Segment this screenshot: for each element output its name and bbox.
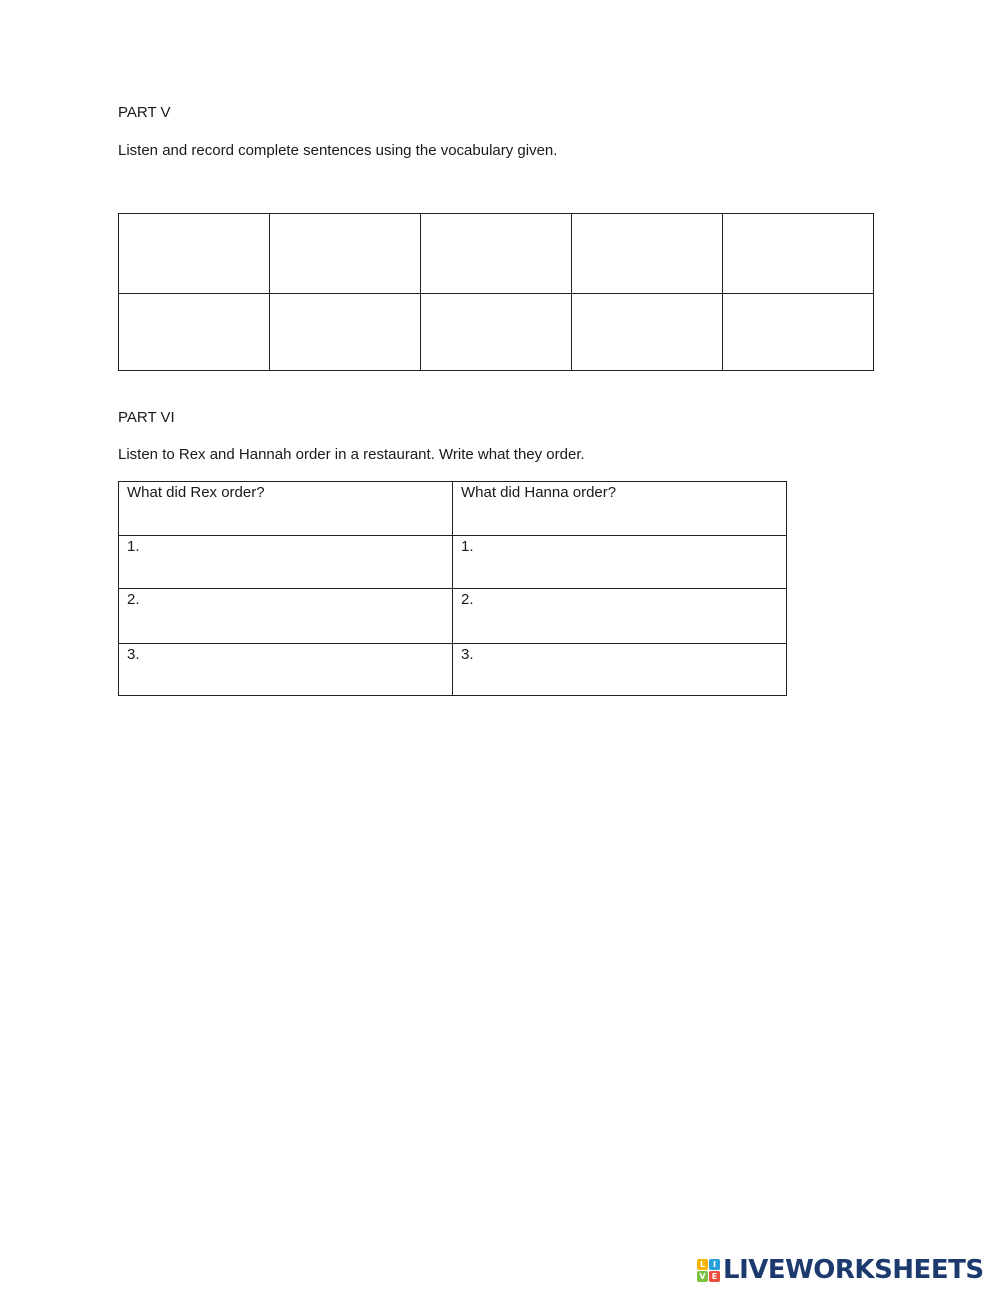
logo-letter: I xyxy=(709,1259,720,1270)
logo-mark-icon xyxy=(697,1259,720,1282)
hanna-header: What did Hanna order? xyxy=(453,482,787,536)
vocab-cell[interactable] xyxy=(270,294,421,371)
vocab-cell[interactable] xyxy=(723,214,874,294)
hanna-answer-cell[interactable]: 2. xyxy=(453,589,787,644)
rex-answer-cell[interactable]: 1. xyxy=(119,536,453,589)
rex-answer-cell[interactable]: 3. xyxy=(119,644,453,696)
vocab-cell[interactable] xyxy=(421,214,572,294)
logo-text: LIVEWORKSHEETS xyxy=(723,1255,984,1285)
rex-header: What did Rex order? xyxy=(119,482,453,536)
hanna-answer-cell[interactable]: 1. xyxy=(453,536,787,589)
logo-letter: V xyxy=(697,1271,708,1282)
order-row xyxy=(119,536,787,589)
vocab-cell[interactable] xyxy=(421,294,572,371)
logo-letter: L xyxy=(697,1259,708,1270)
vocabulary-grid xyxy=(118,213,874,371)
vocab-cell[interactable] xyxy=(572,214,723,294)
part5-title: PART V xyxy=(118,104,171,121)
vocab-row xyxy=(119,214,874,294)
logo-letter: E xyxy=(709,1271,720,1282)
vocab-cell[interactable] xyxy=(572,294,723,371)
liveworksheets-logo xyxy=(697,1256,984,1284)
rex-answer-cell[interactable]: 2. xyxy=(119,589,453,644)
order-header-row xyxy=(119,482,787,536)
part5-instruction: Listen and record complete sentences using the vocabulary given. xyxy=(118,142,558,159)
order-table xyxy=(118,481,787,696)
order-row xyxy=(119,589,787,644)
vocab-cell[interactable] xyxy=(119,214,270,294)
part6-title: PART VI xyxy=(118,409,175,426)
order-row xyxy=(119,644,787,696)
vocab-cell[interactable] xyxy=(723,294,874,371)
hanna-answer-cell[interactable]: 3. xyxy=(453,644,787,696)
vocab-row xyxy=(119,294,874,371)
part6-instruction: Listen to Rex and Hannah order in a restaurant. Write what they order. xyxy=(118,446,585,463)
vocab-cell[interactable] xyxy=(270,214,421,294)
vocab-cell[interactable] xyxy=(119,294,270,371)
